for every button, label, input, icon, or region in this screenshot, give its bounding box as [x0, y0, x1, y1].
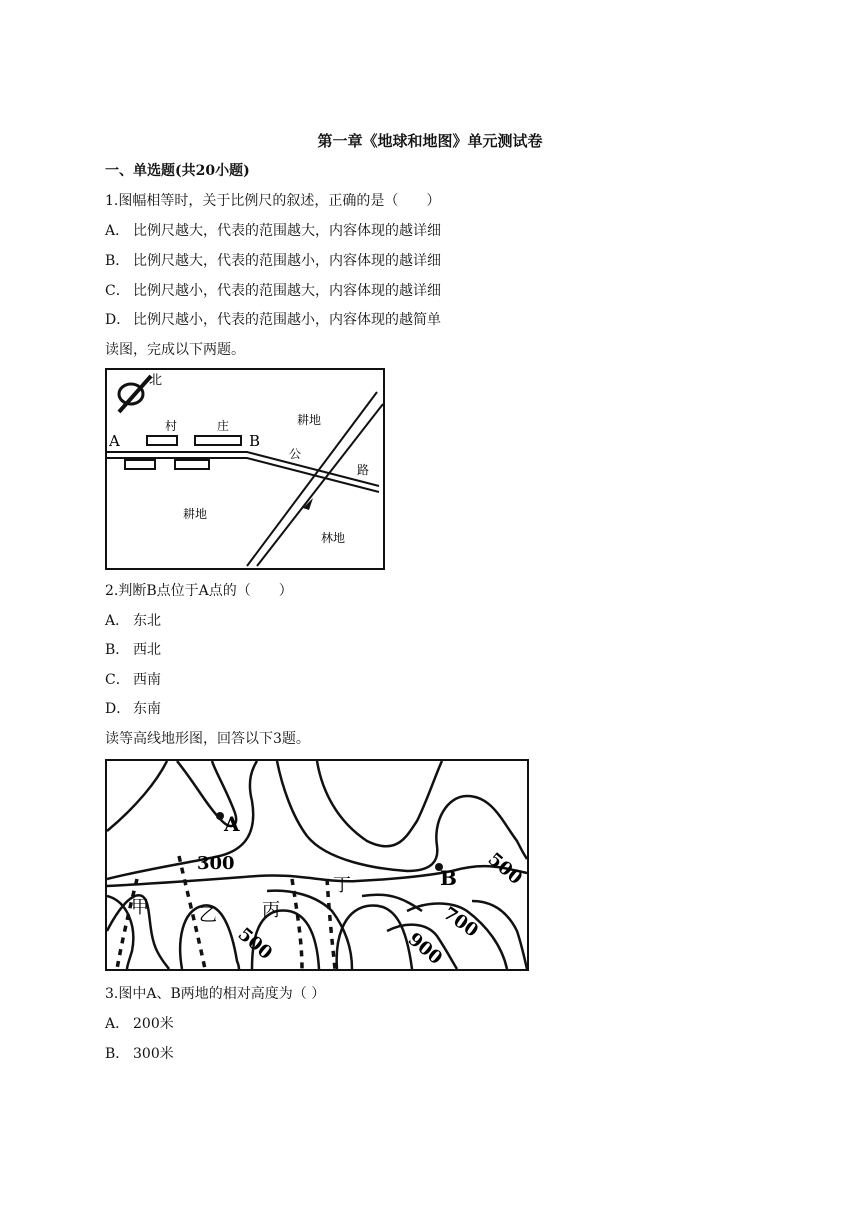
option-text: 比例尺越小，代表的范围越小，内容体现的越简单 — [133, 312, 441, 328]
option-letter: C． — [105, 283, 130, 299]
option-text: 东南 — [133, 701, 161, 717]
village-map-figure — [105, 368, 385, 570]
contour-yi-label: 乙 — [199, 905, 217, 926]
house-rect — [195, 436, 241, 445]
question-1-option-d — [105, 309, 441, 329]
option-letter: B． — [105, 642, 130, 658]
north-label: 北 — [149, 373, 163, 388]
option-letter: B． — [105, 1046, 130, 1062]
page-title: 第一章《地球和地图》单元测试卷 — [317, 132, 543, 150]
option-letter: D． — [105, 312, 131, 328]
question-1-option-b — [105, 250, 441, 270]
section-heading: 一、单选题(共20小题) — [105, 163, 250, 179]
highway-road — [107, 452, 379, 492]
question-2-option-d — [105, 698, 161, 718]
question-1-option-c — [105, 280, 441, 300]
option-text: 东北 — [133, 613, 161, 629]
contour-point-a-label: A — [224, 812, 240, 836]
option-text: 比例尺越大，代表的范围越小，内容体现的越详细 — [133, 253, 441, 269]
forest-label: 林地 — [321, 531, 346, 545]
farmland-label-1: 耕地 — [297, 413, 322, 427]
contour-map-figure — [105, 759, 529, 971]
north-arrow-icon — [119, 376, 151, 412]
contour-700-label: 700 — [439, 902, 482, 942]
option-text: 比例尺越小，代表的范围越大，内容体现的越详细 — [133, 283, 441, 299]
village-label-2: 庄 — [217, 419, 230, 433]
house-rect — [147, 436, 177, 445]
question-3-stem: 3.图中A、B两地的相对高度为（ ） — [105, 986, 326, 1002]
question-3-option-b — [105, 1043, 174, 1063]
contour-lines — [107, 761, 527, 969]
contour-intro-text: 读等高线地形图，回答以下3题。 — [105, 731, 310, 747]
question-2-stem: 2.判断B点位于A点的（ ） — [105, 583, 293, 599]
option-letter: A． — [105, 223, 130, 239]
contour-500-left-label: 500 — [233, 923, 277, 964]
option-letter: B． — [105, 253, 130, 269]
option-text: 300米 — [133, 1046, 174, 1062]
question-1-option-a — [105, 220, 441, 240]
contour-map-svg — [107, 761, 527, 969]
house-rect — [125, 460, 155, 469]
contour-900-label: 900 — [403, 928, 447, 969]
contour-ding-label: 丁 — [333, 875, 351, 896]
village-label-1: 村 — [165, 419, 178, 433]
question-1-stem: 1.图幅相等时，关于比例尺的叙述，正确的是（ ） — [105, 193, 441, 209]
question-2-option-b — [105, 639, 161, 659]
option-letter: D． — [105, 701, 131, 717]
house-rect — [175, 460, 209, 469]
question-2-option-c — [105, 669, 161, 689]
question-2-option-a — [105, 610, 161, 630]
option-text: 西南 — [133, 672, 161, 688]
road-label-1: 公 — [289, 447, 302, 461]
option-text: 西北 — [133, 642, 161, 658]
map-intro-text: 读图，完成以下两题。 — [105, 342, 245, 358]
option-text: 比例尺越大，代表的范围越大，内容体现的越详细 — [133, 223, 441, 239]
point-b-label: B — [249, 432, 261, 450]
contour-300-label: 300 — [197, 853, 235, 874]
road-label-2: 路 — [357, 463, 370, 477]
option-letter: C． — [105, 672, 130, 688]
village-map-svg — [107, 370, 383, 568]
contour-bing-label: 丙 — [262, 900, 280, 921]
contour-jia-label: 甲 — [131, 897, 149, 918]
farmland-label-2: 耕地 — [183, 507, 208, 521]
question-3-option-a — [105, 1013, 174, 1033]
point-a-label: A — [109, 432, 120, 450]
option-letter: A． — [105, 613, 130, 629]
point-a-dot — [216, 812, 224, 820]
contour-point-b-label: B — [440, 866, 457, 890]
option-letter: A． — [105, 1016, 130, 1032]
contour-500-right-label: 500 — [483, 848, 527, 889]
option-text: 200米 — [133, 1016, 174, 1032]
